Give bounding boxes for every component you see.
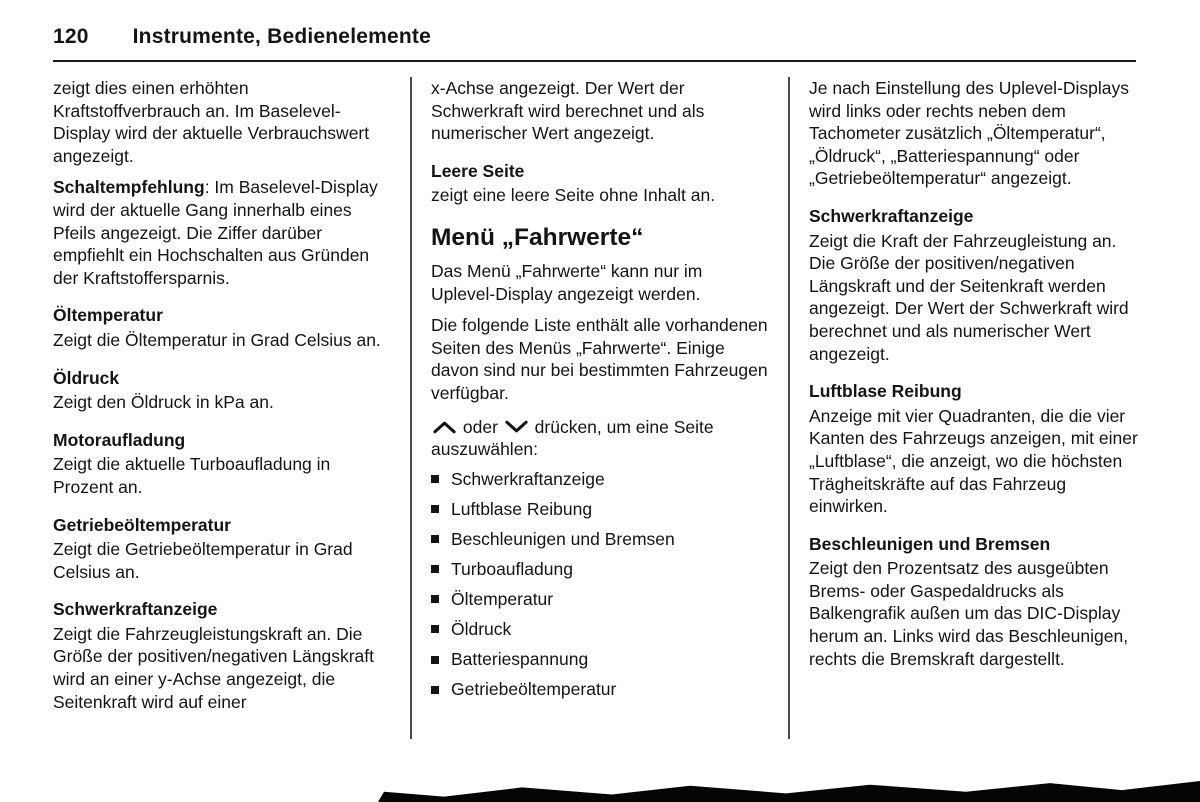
chevron-down-icon <box>505 420 528 434</box>
square-bullet-icon <box>431 505 439 513</box>
square-bullet-icon <box>431 656 439 664</box>
paragraph: Zeigt die Fahrzeugleistungskraft an. Die Größe der positiven/negativen Längskraft wird an einer y-Achse angezeigt, die Seitenkraft wird auf einer <box>53 623 375 712</box>
column-1 <box>53 77 391 722</box>
page-header <box>0 0 1200 49</box>
paragraph: x-Achse angezeigt. Der Wert der Schwerkraft wird berechnet und als numerischer Wert angezeigt. <box>431 78 705 144</box>
chevron-up-icon <box>433 420 456 434</box>
chapter-title: Instrumente, Bedienelemente <box>132 25 431 48</box>
paragraph: Zeigt die Öltemperatur in Grad Celsius an. <box>53 329 381 350</box>
paragraph: Zeigt die Getriebeöltemperatur in Grad Celsius an. <box>53 539 353 582</box>
section-heading: Schwerkraftanzeige <box>809 205 974 226</box>
section-heading: Schwerkraftanzeige <box>53 599 218 620</box>
scan-artifact <box>0 775 1200 802</box>
menu-title-heading: Menü „Fahrwerte“ <box>431 223 644 251</box>
list-item <box>431 588 769 611</box>
list-item <box>431 528 769 551</box>
column-divider <box>788 77 790 739</box>
paragraph: Die folgende Liste enthält alle vorhandenen Seiten des Menüs „Fahrwerte“. Einige davon sind nur bei bestimmten Fahrzeugen verfügbar. <box>431 315 768 403</box>
paragraph: Je nach Einstellung des Uplevel-Displays wird links oder rechts neben dem Tachometer zusätzlich „Öltemperatur“, „Öldruck“, „Batteriespannung“ oder „Getriebeöltemperatur“ angezeigt. <box>809 78 1130 189</box>
list-item <box>431 498 769 521</box>
section-heading: Leere Seite <box>431 160 525 181</box>
page-number: 120 <box>53 25 89 48</box>
paragraph: zeigt dies einen erhöhten Kraftstoffverbrauch an. Im Baselevel-Display wird der aktuelle Verbrauchswert angezeigt. <box>53 78 370 166</box>
list-item-label: Luftblase Reibung <box>451 498 593 519</box>
instruction-text: oder <box>462 416 498 437</box>
list-item-label: Beschleunigen und Bremsen <box>451 528 675 549</box>
list-item <box>431 618 769 641</box>
paragraph: Das Menü „Fahrwerte“ kann nur im Uplevel-Display angezeigt werden. <box>431 260 703 304</box>
section-heading: Getriebeöltemperatur <box>53 514 231 535</box>
section-heading: Luftblase Reibung <box>809 381 962 402</box>
section-heading: Öldruck <box>53 367 120 388</box>
column-divider <box>410 77 412 739</box>
square-bullet-icon <box>431 625 439 633</box>
list-item-label: Getriebeöltemperatur <box>451 679 617 700</box>
list-item <box>431 678 769 701</box>
square-bullet-icon <box>431 595 439 603</box>
inline-term: Schaltempfehlung <box>53 177 205 198</box>
paragraph: Anzeige mit vier Quadranten, die die vier Kanten des Fahrzeugs anzeigen, mit einer „Luftblase“, die anzeigt, wo die höchsten Trägheitskräfte auf das Fahrzeug einwirken. <box>809 405 1138 517</box>
paragraph: Zeigt den Öldruck in kPa an. <box>53 392 274 413</box>
square-bullet-icon <box>431 475 439 483</box>
paragraph <box>53 176 391 289</box>
list-item-label: Batteriespannung <box>451 649 589 670</box>
paragraph: Zeigt die Kraft der Fahrzeugleistung an. Die Größe der positiven/negativen Längskraft und der Seitenkraft werden angezeigt. Der Wert der Schwerkraft wird berechnet und als numerischer Wert angezeigt. <box>809 230 1129 364</box>
paragraph: zeigt eine leere Seite ohne Inhalt an. <box>431 185 716 206</box>
square-bullet-icon <box>431 565 439 573</box>
list-item <box>431 468 769 491</box>
square-bullet-icon <box>431 686 439 694</box>
header-rule <box>53 60 1136 62</box>
paragraph: Zeigt den Prozentsatz des ausgeübten Brems- oder Gaspedaldrucks als Balkengrafik außen um das DIC-Display herum an. Links wird das Beschleunigen, rechts die Bremskraft dargestellt. <box>809 558 1129 669</box>
section-heading: Beschleunigen und Bremsen <box>809 533 1051 554</box>
section-heading: Motoraufladung <box>53 429 186 450</box>
content-columns <box>53 77 1151 739</box>
select-instruction <box>431 416 769 461</box>
list-item-label: Öldruck <box>451 619 512 640</box>
list-item <box>431 558 769 581</box>
square-bullet-icon <box>431 535 439 543</box>
paragraph: Zeigt die aktuelle Turboaufladung in Prozent an. <box>53 454 331 497</box>
section-heading: Öltemperatur <box>53 305 163 326</box>
list-item-label: Öltemperatur <box>451 589 554 610</box>
column-2 <box>431 77 769 708</box>
column-3 <box>809 77 1147 679</box>
list-item-label: Turboaufladung <box>451 559 573 579</box>
list-item <box>431 648 769 671</box>
instruction-text: drücken, um eine Seite auszuwählen: <box>431 416 714 460</box>
list-item-label: Schwerkraftanzeige <box>451 468 605 489</box>
paragraph-text: : Im Baselevel-Display wird der aktuelle Gang innerhalb eines Pfeils angezeigt. Die Ziffer darüber empfiehlt ein Hochschalten aus Gründen der Kraftstoffersparnis. <box>53 177 378 288</box>
menu-page-list <box>431 468 769 701</box>
